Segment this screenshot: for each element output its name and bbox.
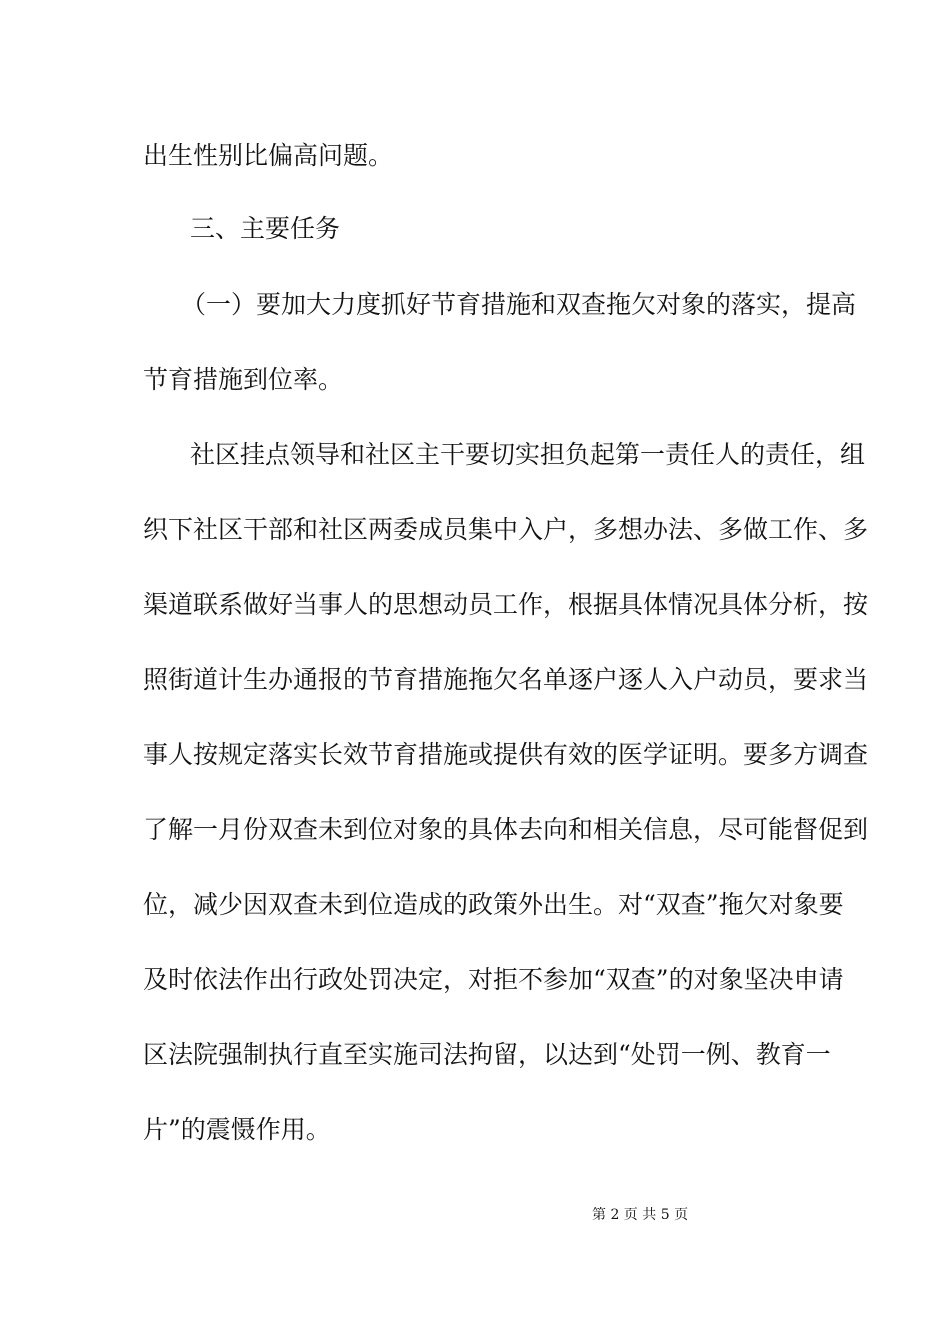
page-number: 第 2 页 共 5 页 <box>592 1207 689 1223</box>
paragraph-line: 了解一月份双查未到位对象的具体去向和相关信息，尽可能督促到 <box>143 815 869 844</box>
paragraph-line: 区法院强制执行直至实施司法拘留，以达到“处罚一例、教育一 <box>143 1040 831 1069</box>
paragraph-line: 社区挂点领导和社区主干要切实担负起第一责任人的责任，组 <box>190 440 866 469</box>
subsection-heading-continued: 节育措施到位率。 <box>143 365 344 394</box>
paragraph-line: 及时依法作出行政处罚决定，对拒不参加“双查”的对象坚决申请 <box>143 965 844 994</box>
paragraph-line: 片”的震慑作用。 <box>143 1115 331 1144</box>
paragraph-line: 织下社区干部和社区两委成员集中入户，多想办法、多做工作、多 <box>143 515 869 544</box>
paragraph-line: 出生性别比偏高问题。 <box>143 141 394 170</box>
subsection-heading: （一）要加大力度抓好节育措施和双查拖欠对象的落实，提高 <box>181 290 857 319</box>
paragraph-line: 照街道计生办通报的节育措施拖欠名单逐户逐人入户动员，要求当 <box>143 665 869 694</box>
section-heading: 三、主要任务 <box>190 214 341 243</box>
paragraph-line: 事人按规定落实长效节育措施或提供有效的医学证明。要多方调查 <box>143 740 869 769</box>
paragraph-line: 位，减少因双查未到位造成的政策外出生。对“双查”拖欠对象要 <box>143 890 844 919</box>
paragraph-line: 渠道联系做好当事人的思想动员工作，根据具体情况具体分析，按 <box>143 590 869 619</box>
